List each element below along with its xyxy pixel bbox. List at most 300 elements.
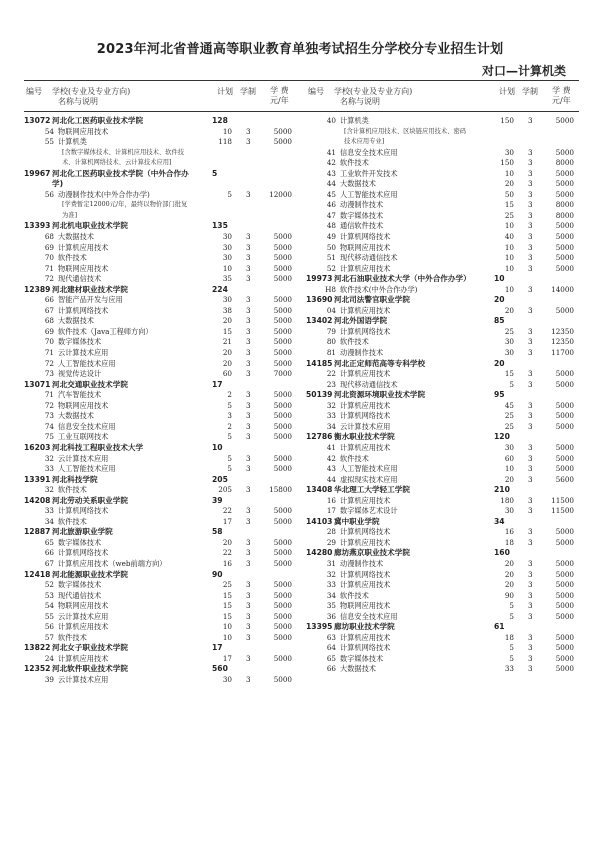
major-name: 软件技术 xyxy=(58,516,87,526)
header-fee: 学 费 元/年 xyxy=(270,86,289,105)
school-code: 50139 xyxy=(306,390,333,400)
header-fee: 学 费 元/年 xyxy=(552,86,571,105)
major-fee: 5000 xyxy=(273,453,292,463)
major-plan: 30 xyxy=(504,348,514,358)
major-row xyxy=(24,327,296,338)
major-fee: 5000 xyxy=(555,453,574,463)
school-row xyxy=(24,443,296,454)
major-years: 3 xyxy=(528,495,533,505)
major-fee: 5000 xyxy=(555,611,574,621)
major-row xyxy=(24,517,296,528)
major-fee: 12350 xyxy=(551,326,574,336)
major-code: 65 xyxy=(326,653,336,663)
major-row xyxy=(24,411,296,422)
major-code: 70 xyxy=(44,337,54,347)
major-code: 23 xyxy=(326,379,336,389)
major-years: 3 xyxy=(246,506,251,516)
note-text: 为准] xyxy=(62,211,78,219)
school-plan: 10 xyxy=(212,442,223,452)
major-fee: 5000 xyxy=(555,464,574,474)
major-row xyxy=(306,454,578,465)
major-fee: 5000 xyxy=(555,421,574,431)
major-row xyxy=(24,401,296,412)
major-years: 3 xyxy=(528,189,533,199)
major-plan: 22 xyxy=(222,506,232,516)
major-plan: 10 xyxy=(504,168,514,178)
major-row xyxy=(306,559,578,570)
major-name: 物联网应用技术 xyxy=(58,400,109,410)
major-years: 3 xyxy=(528,464,533,474)
major-name: 计算机应用技术 xyxy=(58,622,109,632)
major-years: 3 xyxy=(246,611,251,621)
major-code: 51 xyxy=(326,253,336,263)
left-rows xyxy=(24,116,296,686)
major-code: 52 xyxy=(44,580,54,590)
school-code: 19973 xyxy=(306,274,333,284)
major-code: 71 xyxy=(44,263,54,273)
major-code: 22 xyxy=(326,369,336,379)
major-plan: 17 xyxy=(222,653,232,663)
major-row xyxy=(24,295,296,306)
major-name: 工业互联网技术 xyxy=(58,432,109,442)
school-row xyxy=(24,496,296,507)
major-row xyxy=(24,454,296,465)
school-code: 14185 xyxy=(306,358,333,368)
major-years: 3 xyxy=(528,653,533,663)
major-code: 55 xyxy=(44,137,54,147)
header-school: 学校(专业及专业方向) xyxy=(334,87,413,96)
column-header xyxy=(24,84,296,110)
major-years: 3 xyxy=(246,590,251,600)
major-name: 大数据技术 xyxy=(340,664,376,674)
major-fee: 8000 xyxy=(555,158,574,168)
major-name: 云计算技术应用 xyxy=(58,611,109,621)
major-note xyxy=(24,158,296,169)
major-code: 71 xyxy=(44,348,54,358)
major-fee: 8000 xyxy=(555,200,574,210)
major-code: 41 xyxy=(326,147,336,157)
school-name: 河北外国语学院 xyxy=(334,316,388,326)
major-code: 64 xyxy=(326,643,336,653)
major-name: 信息安全技术应用 xyxy=(58,421,116,431)
major-plan: 16 xyxy=(504,527,514,537)
school-row xyxy=(24,116,296,127)
major-name: 云计算技术应用 xyxy=(58,453,109,463)
major-code: 34 xyxy=(44,516,54,526)
major-fee: 11700 xyxy=(551,348,574,358)
major-code: 72 xyxy=(44,358,54,368)
major-row xyxy=(24,548,296,559)
major-name: 计算机应用技术 xyxy=(340,400,391,410)
major-name: 人工智能技术应用 xyxy=(58,464,116,474)
major-years: 3 xyxy=(246,653,251,663)
major-plan: 30 xyxy=(222,674,232,684)
major-name: 软件技术（Java工程师方向） xyxy=(58,326,153,336)
school-plan: 120 xyxy=(494,432,510,442)
major-plan: 5 xyxy=(227,464,232,474)
major-fee: 5000 xyxy=(273,326,292,336)
major-years: 3 xyxy=(528,210,533,220)
major-years: 3 xyxy=(528,348,533,358)
major-plan: 25 xyxy=(504,421,514,431)
major-code: 35 xyxy=(326,601,336,611)
major-fee: 5000 xyxy=(273,295,292,305)
major-name: 云计算技术应用 xyxy=(340,421,391,431)
major-fee: 5000 xyxy=(273,464,292,474)
major-plan: 30 xyxy=(504,147,514,157)
header-code: 编号 xyxy=(308,87,324,96)
school-plan: 17 xyxy=(212,643,223,653)
major-name: 现代通信技术 xyxy=(58,274,102,284)
major-plan: 2 xyxy=(227,390,232,400)
major-plan: 30 xyxy=(222,242,232,252)
major-code: 39 xyxy=(44,674,54,684)
major-row xyxy=(24,137,296,148)
major-row xyxy=(306,654,578,665)
school-row xyxy=(306,274,578,285)
major-plan: 30 xyxy=(222,232,232,242)
major-row xyxy=(306,601,578,612)
major-plan: 25 xyxy=(504,411,514,421)
major-plan: 33 xyxy=(504,664,514,674)
major-years: 3 xyxy=(528,411,533,421)
major-row xyxy=(24,316,296,327)
major-years: 3 xyxy=(246,358,251,368)
major-code: 75 xyxy=(44,432,54,442)
major-name: 软件技术(中外合作办学) xyxy=(340,284,418,294)
major-plan: 16 xyxy=(222,558,232,568)
major-row xyxy=(306,116,578,127)
major-name: 人工智能技术应用 xyxy=(340,189,398,199)
major-plan: 5 xyxy=(509,601,514,611)
major-years: 3 xyxy=(528,537,533,547)
major-fee: 5000 xyxy=(273,348,292,358)
major-row xyxy=(306,179,578,190)
major-plan: 21 xyxy=(222,337,232,347)
major-name: 软件技术 xyxy=(340,337,369,347)
major-row xyxy=(24,253,296,264)
major-code: 72 xyxy=(44,274,54,284)
major-name: 现代移动通信技术 xyxy=(340,253,398,263)
major-row xyxy=(24,612,296,623)
major-years: 3 xyxy=(246,263,251,273)
major-name: 现代移动通信技术 xyxy=(340,379,398,389)
major-fee: 5000 xyxy=(273,232,292,242)
major-row xyxy=(306,158,578,169)
major-fee: 12350 xyxy=(551,337,574,347)
major-name: 软件技术 xyxy=(340,590,369,600)
major-note xyxy=(306,127,578,138)
major-name: 计算机应用技术 xyxy=(58,242,109,252)
major-fee: 5000 xyxy=(273,506,292,516)
major-row xyxy=(306,443,578,454)
major-plan: 3 xyxy=(227,411,232,421)
major-plan: 20 xyxy=(222,316,232,326)
school-name: 河北能源职业技术学院 xyxy=(52,569,128,579)
major-fee: 5000 xyxy=(273,548,292,558)
major-name: 数字媒体技术 xyxy=(58,580,102,590)
major-row xyxy=(306,464,578,475)
header-plan: 计划 xyxy=(217,87,233,96)
major-years: 3 xyxy=(246,601,251,611)
major-plan: 5 xyxy=(509,379,514,389)
school-row xyxy=(24,643,296,654)
major-name: 软件技术 xyxy=(340,453,369,463)
major-fee: 5000 xyxy=(273,242,292,252)
school-plan: 10 xyxy=(494,274,505,284)
major-name: 动漫制作技术 xyxy=(340,200,384,210)
major-years: 3 xyxy=(246,537,251,547)
major-row xyxy=(306,496,578,507)
major-name: 现代通信技术 xyxy=(58,590,102,600)
major-years: 3 xyxy=(528,400,533,410)
major-fee: 5000 xyxy=(555,242,574,252)
major-row xyxy=(24,264,296,275)
major-years: 3 xyxy=(528,305,533,315)
major-name: 计算机应用技术 xyxy=(340,495,391,505)
major-fee: 5000 xyxy=(273,337,292,347)
major-row xyxy=(24,306,296,317)
major-note xyxy=(306,137,578,148)
major-fee: 5000 xyxy=(273,390,292,400)
major-name: 计算机类 xyxy=(340,116,369,125)
major-row xyxy=(24,390,296,401)
major-plan: 30 xyxy=(504,442,514,452)
major-name: 计算机网络技术 xyxy=(58,305,109,315)
major-plan: 10 xyxy=(504,242,514,252)
school-code: 13408 xyxy=(306,485,333,495)
major-fee: 5000 xyxy=(273,653,292,663)
major-plan: 150 xyxy=(500,158,514,168)
major-years: 3 xyxy=(528,558,533,568)
major-name: 云计算技术应用 xyxy=(58,348,109,358)
major-plan: 20 xyxy=(504,580,514,590)
major-name: 物联网应用技术 xyxy=(58,601,109,611)
major-code: 32 xyxy=(326,569,336,579)
major-code: 56 xyxy=(44,189,54,199)
school-code: 13402 xyxy=(306,316,333,326)
major-years: 3 xyxy=(528,527,533,537)
major-years: 3 xyxy=(528,590,533,600)
major-code: 48 xyxy=(326,221,336,231)
major-plan: 15 xyxy=(504,369,514,379)
major-fee: 8000 xyxy=(555,210,574,220)
major-years: 3 xyxy=(246,464,251,474)
major-code: 43 xyxy=(326,168,336,178)
major-code: 80 xyxy=(326,337,336,347)
school-name: 衡水职业技术学院 xyxy=(334,432,395,442)
major-row xyxy=(24,422,296,433)
major-code: 50 xyxy=(326,242,336,252)
major-plan: 10 xyxy=(222,263,232,273)
school-code: 14103 xyxy=(306,516,333,526)
header-code: 编号 xyxy=(26,87,42,96)
major-plan: 30 xyxy=(222,253,232,263)
major-code: 66 xyxy=(44,548,54,558)
major-plan: 10 xyxy=(222,632,232,642)
major-row xyxy=(306,411,578,422)
school-name: 冀中职业学院 xyxy=(334,516,380,526)
major-fee: 5000 xyxy=(273,411,292,421)
major-row xyxy=(306,243,578,254)
major-row xyxy=(24,127,296,138)
major-name: 数字媒体艺术设计 xyxy=(340,506,398,516)
school-name: 河北旅游职业学院 xyxy=(52,527,113,537)
major-row xyxy=(24,654,296,665)
major-code: 73 xyxy=(44,369,54,379)
major-years: 3 xyxy=(528,253,533,263)
major-code: 44 xyxy=(326,179,336,189)
major-years: 3 xyxy=(528,179,533,189)
school-name: 河北劳动关系职业学院 xyxy=(52,495,128,505)
major-years: 3 xyxy=(246,558,251,568)
major-code: 66 xyxy=(44,295,54,305)
major-row xyxy=(24,485,296,496)
major-plan: 90 xyxy=(504,590,514,600)
header-top-rule xyxy=(24,80,579,81)
major-row xyxy=(306,506,578,517)
school-row xyxy=(306,316,578,327)
major-years: 3 xyxy=(528,664,533,674)
major-code: 40 xyxy=(326,116,336,125)
major-fee: 5000 xyxy=(555,601,574,611)
school-name: 河北交通职业技术学院 xyxy=(52,379,128,389)
major-row xyxy=(306,337,578,348)
major-row xyxy=(306,369,578,380)
major-code: 31 xyxy=(326,558,336,568)
major-row xyxy=(306,580,578,591)
major-plan: 20 xyxy=(222,348,232,358)
major-fee: 5000 xyxy=(555,527,574,537)
major-name: 云计算技术应用 xyxy=(58,674,109,684)
major-years: 3 xyxy=(246,516,251,526)
column-header xyxy=(306,84,578,110)
major-name: 动漫制作技术 xyxy=(340,348,384,358)
major-fee: 5000 xyxy=(555,400,574,410)
note-text: [含计算机应用技术、区块链应用技术、密码 xyxy=(344,127,467,135)
major-fee: 5000 xyxy=(555,580,574,590)
major-code: 47 xyxy=(326,210,336,220)
major-years: 3 xyxy=(246,622,251,632)
major-code: 41 xyxy=(326,442,336,452)
major-row xyxy=(306,306,578,317)
major-code: 44 xyxy=(326,474,336,484)
note-text: 技术应用专业] xyxy=(344,138,385,146)
major-plan: 30 xyxy=(504,337,514,347)
major-note xyxy=(24,200,296,211)
major-note xyxy=(24,148,296,159)
major-years: 3 xyxy=(528,506,533,516)
major-fee: 5000 xyxy=(273,263,292,273)
major-years: 3 xyxy=(528,421,533,431)
major-plan: 18 xyxy=(504,632,514,642)
major-row xyxy=(24,232,296,243)
major-fee: 5000 xyxy=(273,580,292,590)
major-years: 3 xyxy=(246,305,251,315)
school-code: 14280 xyxy=(306,548,333,558)
major-name: 计算机网络技术 xyxy=(340,569,391,579)
major-name: 数字媒体技术 xyxy=(340,653,384,663)
major-name: 计算机网络技术 xyxy=(340,411,391,421)
major-fee: 5000 xyxy=(273,537,292,547)
major-row xyxy=(306,664,578,675)
major-plan: 45 xyxy=(504,400,514,410)
major-name: 物联网应用技术 xyxy=(340,242,391,252)
major-code: 46 xyxy=(326,200,336,210)
major-row xyxy=(24,464,296,475)
school-plan: 20 xyxy=(494,358,505,368)
school-name: 河北正定师范高等专科学校 xyxy=(334,358,426,368)
school-plan: 210 xyxy=(494,485,510,495)
major-name: 数字媒体技术 xyxy=(58,337,102,347)
major-plan: 5 xyxy=(509,653,514,663)
school-row xyxy=(24,475,296,486)
major-plan: 10 xyxy=(222,126,232,136)
major-row xyxy=(306,253,578,264)
major-row xyxy=(306,612,578,623)
school-name: 河北化工医药职业技术学院（中外合作办 xyxy=(52,168,189,178)
major-fee: 5000 xyxy=(273,274,292,284)
major-row xyxy=(306,348,578,359)
major-code: 81 xyxy=(326,348,336,358)
major-years: 3 xyxy=(246,316,251,326)
school-code: 13395 xyxy=(306,622,333,632)
major-name: 计算机网络技术 xyxy=(340,527,391,537)
major-name: 计算机应用技术 xyxy=(340,263,391,273)
major-row xyxy=(306,200,578,211)
major-code: 54 xyxy=(44,601,54,611)
header-name: 名称与说明 xyxy=(58,97,98,106)
school-name: 河北机电职业技术学院 xyxy=(52,221,128,231)
major-row xyxy=(24,580,296,591)
major-code: 63 xyxy=(326,632,336,642)
major-fee: 5000 xyxy=(273,126,292,136)
school-row xyxy=(306,390,578,401)
major-fee: 5000 xyxy=(555,189,574,199)
school-name: 廊坊燕京职业技术学院 xyxy=(334,548,410,558)
major-name: 计算机类 xyxy=(58,137,87,147)
school-plan: 34 xyxy=(494,516,505,526)
major-code: 32 xyxy=(44,485,54,495)
school-row xyxy=(24,527,296,538)
major-plan: 205 xyxy=(218,485,232,495)
major-name: 动漫制作技术(中外合作办学) xyxy=(58,189,150,199)
major-name: 大数据技术 xyxy=(58,411,94,421)
major-years: 3 xyxy=(246,295,251,305)
major-years: 3 xyxy=(246,232,251,242)
major-row xyxy=(24,190,296,201)
major-code: 36 xyxy=(326,611,336,621)
major-fee: 5000 xyxy=(273,622,292,632)
major-code: 79 xyxy=(326,326,336,336)
school-name: 河北女子职业技术学院 xyxy=(52,643,128,653)
school-name: 河北化工医药职业技术学院 xyxy=(52,116,144,125)
major-plan: 25 xyxy=(222,580,232,590)
right-rows xyxy=(306,116,578,675)
major-code: 73 xyxy=(44,411,54,421)
major-fee: 5000 xyxy=(555,569,574,579)
major-code: 33 xyxy=(44,506,54,516)
major-plan: 30 xyxy=(222,295,232,305)
major-code: 67 xyxy=(44,305,54,315)
major-plan: 22 xyxy=(222,548,232,558)
major-code: 33 xyxy=(44,464,54,474)
major-name: 通信软件技术 xyxy=(340,221,384,231)
major-plan: 20 xyxy=(504,569,514,579)
major-name: 动漫制作技术 xyxy=(340,558,384,568)
major-row xyxy=(24,622,296,633)
major-name: 数字媒体技术 xyxy=(58,537,102,547)
